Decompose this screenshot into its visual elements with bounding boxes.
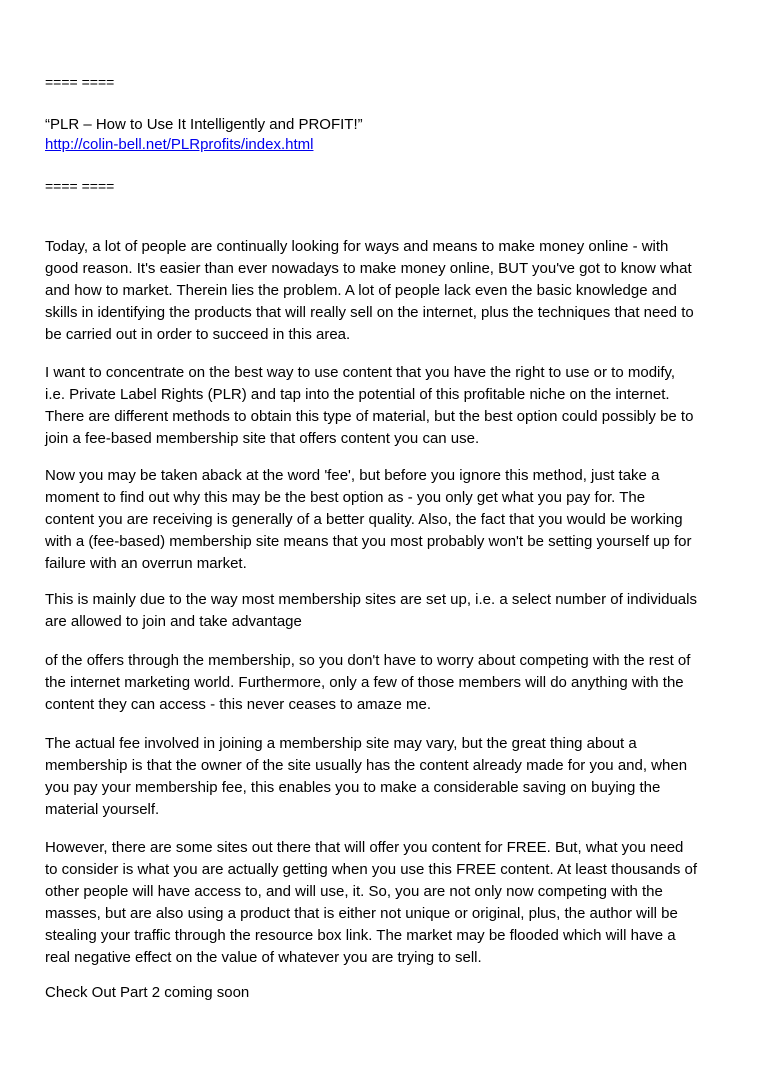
paragraph-line: moment to find out why this may be the best option as - you only get what you pay for. The [45,489,646,506]
paragraph-line: be carried out in order to succeed in this area. [45,326,351,343]
paragraph-line: membership is that the owner of the site usually has the content already made for you and, when [45,757,688,774]
paragraph-1 [45,236,725,346]
paragraph-3 [45,465,725,575]
paragraph-8 [45,982,725,1004]
paragraph-line: other people will have access to, and will use, it. So, you are not only now competing with the [45,883,663,900]
paragraph-line: I want to concentrate on the best way to use content that you have the right to use or to modify, [45,364,676,381]
paragraph-7 [45,837,725,969]
paragraph-line: skills in identifying the products that will really sell on the internet, plus the techniques that need to [45,304,694,321]
paragraph-line: masses, but are also using a product that is either not unique or original, plus, the author will be [45,905,678,922]
paragraph-line: failure with an overrun market. [45,555,247,572]
paragraph-line: real negative effect on the value of whatever you are trying to sell. [45,949,482,966]
paragraph-line: join a fee-based membership site that offers content you can use. [45,430,480,447]
paragraph-line: material yourself. [45,801,160,818]
paragraph-6 [45,733,725,821]
article-link[interactable]: http://colin-bell.net/PLRprofits/index.html [45,136,314,153]
paragraph-line: the internet marketing world. Furthermore, only a few of those members will do anything with the [45,674,684,691]
paragraph-line: This is mainly due to the way most membership sites are set up, i.e. a select number of individuals [45,591,697,608]
paragraph-line: to consider is what you are actually getting when you use this FREE content. At least thousands of [45,861,698,878]
paragraph-line: Check Out Part 2 coming soon [45,984,250,1001]
paragraph-line: Today, a lot of people are continually looking for ways and means to make money online - with [45,238,669,255]
paragraph-line: The actual fee involved in joining a membership site may vary, but the great thing about a [45,735,637,752]
paragraph-line: with a (fee-based) membership site means that you most probably won't be setting yourself up for [45,533,692,550]
paragraph-line: stealing your traffic through the resource box link. The market may be flooded which will have a [45,927,676,944]
separator-top: ==== ==== [45,74,115,90]
separator-bottom: ==== ==== [45,178,115,194]
paragraph-line: and how to market. Therein lies the problem. A lot of people lack even the basic knowledge and [45,282,677,299]
paragraph-line: content you are receiving is generally of a better quality. Also, the fact that you would be working [45,511,683,528]
paragraph-line: content they can access - this never ceases to amaze me. [45,696,432,713]
article-title: “PLR – How to Use It Intelligently and PROFIT!” [45,116,363,133]
paragraph-line: There are different methods to obtain this type of material, but the best option could possibly be to [45,408,694,425]
paragraph-2 [45,362,725,450]
paragraph-line: Now you may be taken aback at the word 'fee', but before you ignore this method, just take a [45,467,660,484]
paragraph-line: of the offers through the membership, so you don't have to worry about competing with the rest of [45,652,691,669]
paragraph-line: good reason. It's easier than ever nowadays to make money online, BUT you've got to know what [45,260,692,277]
paragraph-line: you pay your membership fee, this enables you to make a considerable saving on buying the [45,779,661,796]
paragraph-5 [45,650,725,716]
paragraph-4 [45,589,725,633]
paragraph-line: i.e. Private Label Rights (PLR) and tap into the potential of this profitable niche on the internet. [45,386,670,403]
paragraph-line: are allowed to join and take advantage [45,613,302,630]
paragraph-line: However, there are some sites out there that will offer you content for FREE. But, what you need [45,839,684,856]
